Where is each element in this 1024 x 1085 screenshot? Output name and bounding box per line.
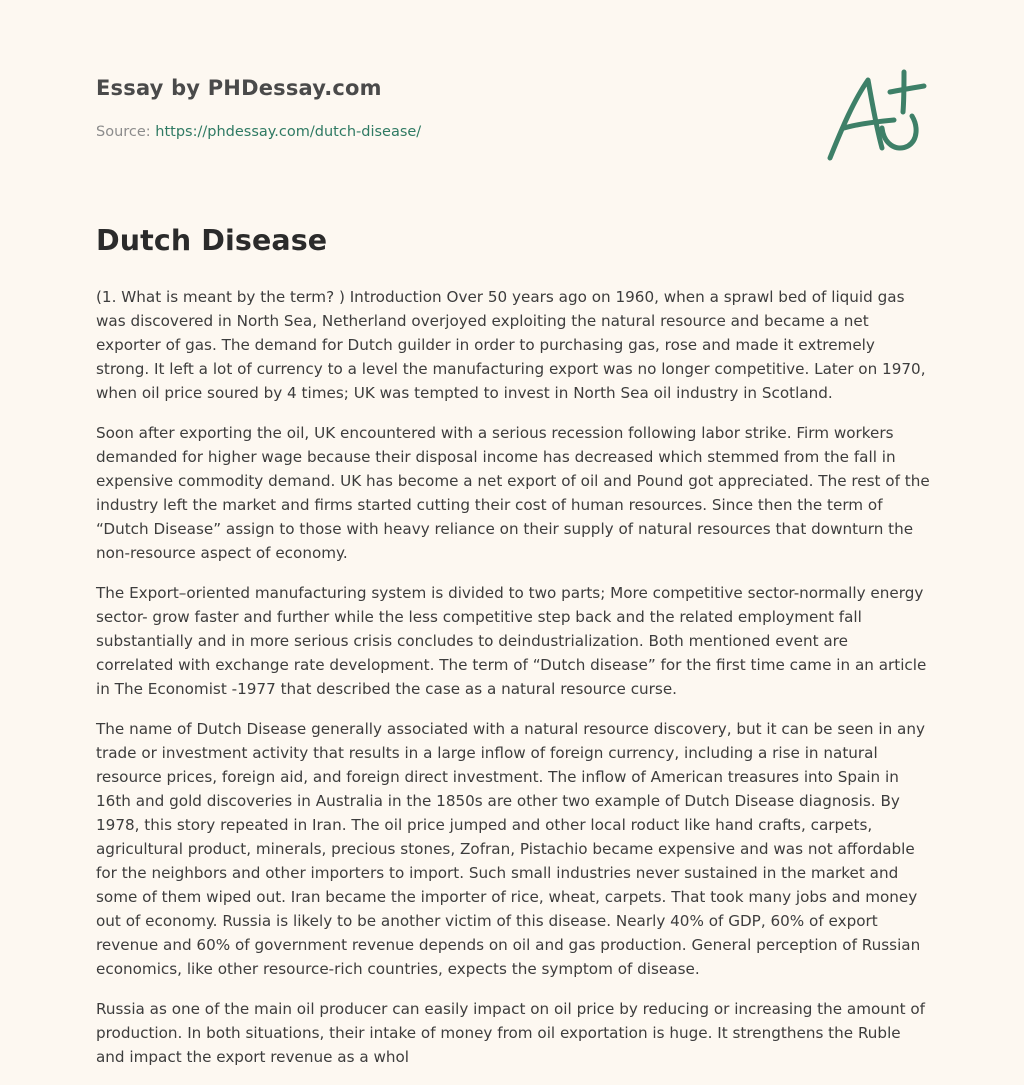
essay-body bbox=[96, 285, 930, 1085]
essay-paragraph: The name of Dutch Disease generally associated with a natural resource discovery, but it can be seen in any trade or investment activity that results in a large inflow of foreign currency, including a rise in natural resource prices, foreign aid, and foreign direct investment. The inflow of American treasures into Spain in 16th and gold discoveries in Australia in the 1850s are other two example of Dutch Disease diagnosis. By 1978, this story repeated in Iran. The oil price jumped and other local roduct like hand crafts, carpets, agricultural product, minerals, precious stones, Zofran, Pistachio became expensive and was not affordable for the neighbors and other importers to import. Such small industries never sustained in the market and some of them wiped out. Iran became the importer of rice, wheat, carpets. That took many jobs and money out of economy. Russia is likely to be another victim of this disease. Nearly 40% of GDP, 60% of export revenue and 60% of government revenue depends on oil and gas production. General perception of Russian economics, like other resource-rich countries, expects the symptom of disease. bbox=[96, 720, 925, 978]
essay-title: Dutch Disease bbox=[96, 224, 328, 257]
a-plus-logo-icon bbox=[824, 66, 928, 166]
essay-paragraph: The Export–oriented manufacturing system is divided to two parts; More competitive sector-normally energy sector- grow faster and further while the less competitive step back and the related employment fall substantially and in more serious crisis concludes to deindustrialization. Both mentioned event are correlated with exchange rate development. The term of “Dutch disease” for the first time came in an article in The Economist -1977 that described the case as a natural resource curse. bbox=[96, 584, 927, 698]
source-line bbox=[96, 124, 421, 140]
essay-paragraph: (1. What is meant by the term? ) Introduction Over 50 years ago on 1960, when a sprawl bed of liquid gas was discovered in North Sea, Netherland overjoyed exploiting the natural resource and became a net exporter of gas. The demand for Dutch guilder in order to purchasing gas, rose and made it extremely strong. It left a lot of currency to a level the manufacturing export was no longer competitive. Later on 1970, when oil price soured by 4 times; UK was tempted to invest in North Sea oil industry in Scotland. bbox=[96, 288, 926, 402]
source-label: Source: bbox=[96, 124, 156, 140]
essay-paragraph: Russia as one of the main oil producer can easily impact on oil price by reducing or increasing the amount of production. In both situations, their intake of money from oil exportation is huge. It strengthens the Ruble and impact the export revenue as a whol bbox=[96, 1000, 925, 1066]
page-header bbox=[96, 0, 928, 200]
source-link[interactable]: https://phdessay.com/dutch-disease/ bbox=[155, 124, 422, 140]
essay-page bbox=[96, 0, 930, 1066]
essay-paragraph: Soon after exporting the oil, UK encountered with a serious recession following labor strike. Firm workers demanded for higher wage because their disposal income has decreased which stemmed from the fall in expensive commodity demand. UK has become a net export of oil and Pound got appreciated. The rest of the industry left the market and firms started cutting their cost of human resources. Since then the term of “Dutch Disease” assign to those with heavy reliance on their supply of natural resources that downturn the non-resource aspect of economy. bbox=[96, 424, 930, 562]
site-brand: Essay by PHDessay.com bbox=[96, 76, 382, 100]
